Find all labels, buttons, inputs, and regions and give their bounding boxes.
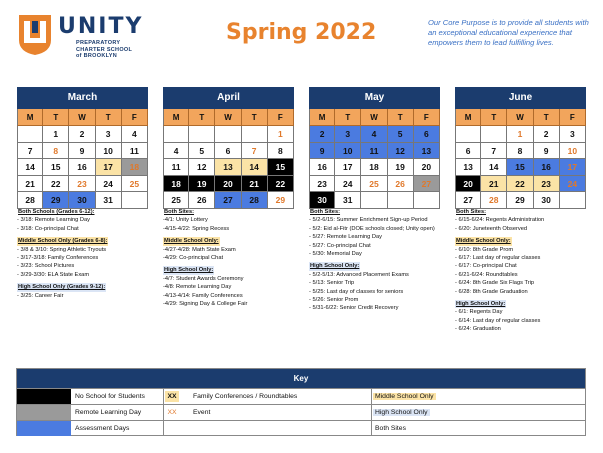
calendar-day: 22	[43, 176, 69, 193]
calendar-day: 19	[189, 176, 215, 193]
calendar-day: 4	[361, 126, 387, 143]
key-no-school: No School for Students	[75, 393, 145, 400]
notes-item: - 6/17: Co-principal Chat	[455, 263, 517, 270]
notes-item: - 3/8 & 3/10: Spring Athletic Tryouts	[17, 246, 107, 253]
notes-item: -4/29: Co-principal Chat	[163, 255, 224, 262]
week-row	[17, 176, 148, 193]
week-row	[163, 176, 294, 193]
notes-item: - 3/18: Remote Learning Day	[17, 217, 91, 224]
notes-item: - 6/20: Juneteenth Observed	[455, 225, 528, 232]
weekday-label: T	[388, 109, 414, 126]
calendar-day: 2	[69, 126, 95, 143]
weekday-label: T	[189, 109, 215, 126]
calendar-day: 6	[215, 143, 241, 160]
calendar-day: 5	[388, 126, 414, 143]
week-row	[455, 192, 586, 209]
notes-item: - 5/26: Senior Prom	[309, 297, 359, 304]
calendar-day: 7	[17, 143, 43, 160]
legend-key	[16, 368, 586, 436]
week-row	[17, 192, 148, 209]
calendar-day: 25	[163, 192, 189, 209]
notes-item: -4/15-4/22: Spring Recess	[163, 225, 230, 232]
month-notes	[17, 208, 157, 300]
weekday-label: F	[414, 109, 440, 126]
calendar-day	[414, 192, 440, 209]
weekday-header	[455, 109, 586, 126]
notes-item: - 5/13: Senior Trip	[309, 280, 355, 287]
week-row	[163, 192, 294, 209]
calendar-day: 15	[43, 159, 69, 176]
calendar-day: 27	[455, 192, 481, 209]
notes-item: -4/27-4/28: Math State Exam	[163, 246, 236, 253]
week-row	[455, 126, 586, 143]
notes-item: - 6/28: 8th Grade Graduation	[455, 288, 528, 295]
calendar-day: 20	[215, 176, 241, 193]
calendar-day: 13	[455, 159, 481, 176]
calendar-day: 1	[43, 126, 69, 143]
family-conf-swatch: XX	[165, 391, 179, 402]
month-title: June	[455, 87, 586, 109]
notes-item: -4/1: Unity Lottery	[163, 217, 208, 224]
calendar-day	[242, 126, 268, 143]
calendar-day: 6	[455, 143, 481, 160]
calendar-day: 29	[43, 192, 69, 209]
calendar-day: 3	[335, 126, 361, 143]
week-row	[309, 192, 440, 209]
notes-item: - 6/14: Last day of regular classes	[455, 317, 541, 324]
calendar-day: 28	[481, 192, 507, 209]
key-row-2	[17, 404, 585, 420]
calendar-day: 15	[268, 159, 294, 176]
key-row-1	[17, 388, 585, 404]
weekday-label: W	[507, 109, 533, 126]
notes-section-title: Both Sites:	[456, 209, 487, 215]
week-row	[17, 126, 148, 143]
calendar-day: 6	[414, 126, 440, 143]
month-title: April	[163, 87, 294, 109]
calendar-day: 21	[481, 176, 507, 193]
calendar-day: 3	[560, 126, 586, 143]
calendar-day: 12	[189, 159, 215, 176]
calendar-day: 8	[507, 143, 533, 160]
weekday-label: M	[309, 109, 335, 126]
notes-section-title: High School Only:	[310, 263, 360, 270]
no-school-swatch	[17, 389, 71, 404]
weekday-label: T	[96, 109, 122, 126]
calendar-day: 7	[242, 143, 268, 160]
notes-item: - 5/31-6/22: Senior Credit Recovery	[309, 305, 399, 312]
notes-item: - 3/29-3/30: ELA State Exam	[17, 271, 90, 278]
calendar-day	[361, 192, 387, 209]
month-title: March	[17, 87, 148, 109]
calendar-day	[455, 126, 481, 143]
logo-name: UNITY	[58, 14, 144, 39]
calendar-day: 30	[534, 192, 560, 209]
notes-section-title: Both Sites:	[310, 209, 341, 215]
calendar-day: 7	[481, 143, 507, 160]
calendar-day: 29	[507, 192, 533, 209]
calendar-day	[215, 126, 241, 143]
calendar-day: 1	[507, 126, 533, 143]
notes-item: - 3/25: Career Fair	[17, 292, 64, 299]
calendar-day: 3	[96, 126, 122, 143]
notes-item: - 5/30: Memorial Day	[309, 251, 362, 258]
school-logo	[18, 14, 143, 62]
calendar-day: 13	[215, 159, 241, 176]
key-assessment: Assessment Days	[75, 425, 130, 432]
calendar-day: 20	[455, 176, 481, 193]
calendar-day	[163, 126, 189, 143]
notes-section-title: Middle School Only:	[456, 238, 511, 245]
notes-item: - 5/2-5/13: Advanced Placement Exams	[309, 271, 409, 278]
calendar-day: 9	[534, 143, 560, 160]
weekday-label: M	[163, 109, 189, 126]
header	[0, 0, 603, 80]
month-march	[17, 87, 148, 209]
notes-item: - 5/2-6/15: Summer Enrichment Sign-up Period	[309, 217, 428, 224]
calendar-day: 9	[69, 143, 95, 160]
calendar-day	[122, 192, 148, 209]
key-both-sites: Both Sites	[375, 425, 406, 432]
weekday-label: T	[242, 109, 268, 126]
calendar-day: 12	[388, 143, 414, 160]
calendar-day: 21	[242, 176, 268, 193]
calendar-day: 25	[122, 176, 148, 193]
weekday-label: W	[69, 109, 95, 126]
notes-item: - 3/23: School Pictures	[17, 263, 75, 270]
calendar-day: 10	[560, 143, 586, 160]
calendar-day: 9	[309, 143, 335, 160]
logo-subtitle: PREPARATORY CHARTER SCHOOL of BROOKLYN	[76, 40, 133, 59]
calendar-day: 23	[69, 176, 95, 193]
calendar-day: 11	[122, 143, 148, 160]
calendar-day	[189, 126, 215, 143]
calendar-day: 24	[335, 176, 361, 193]
week-row	[163, 143, 294, 160]
calendar-day: 17	[96, 159, 122, 176]
notes-section-title: Middle School Only:	[164, 238, 219, 245]
calendar-day: 27	[215, 192, 241, 209]
unity-shield-icon	[18, 14, 52, 56]
weekday-label: F	[268, 109, 294, 126]
calendar-day: 25	[361, 176, 387, 193]
weekday-label: W	[361, 109, 387, 126]
notes-item: - 5/2: Eid al-Fitr (DOE schools closed; Unity open)	[309, 225, 435, 232]
calendar-day: 13	[414, 143, 440, 160]
calendar-day: 14	[481, 159, 507, 176]
calendar-day: 30	[309, 192, 335, 209]
calendar-day	[388, 192, 414, 209]
notes-item: -4/29: Signing Day & College Fair	[163, 301, 248, 308]
calendar-day: 28	[242, 192, 268, 209]
notes-item: - 6/21-6/24: Roundtables	[455, 271, 518, 278]
notes-section-title: Both Schools (Grades 6-12):	[18, 209, 95, 215]
calendar-day: 18	[361, 159, 387, 176]
notes-item: - 6/1: Regents Day	[455, 309, 503, 316]
month-title: May	[309, 87, 440, 109]
weekday-label: F	[560, 109, 586, 126]
calendar-day: 16	[69, 159, 95, 176]
month-notes	[455, 208, 595, 334]
calendar-day: 24	[560, 176, 586, 193]
week-row	[17, 143, 148, 160]
page-title: Spring 2022	[226, 20, 377, 45]
notes-item: - 6/24: Graduation	[455, 326, 501, 333]
calendar-day: 5	[189, 143, 215, 160]
calendar-day: 4	[163, 143, 189, 160]
calendar-day: 8	[43, 143, 69, 160]
key-title: Key	[17, 369, 585, 388]
weekday-label: T	[534, 109, 560, 126]
weekday-header	[17, 109, 148, 126]
calendar-day	[17, 126, 43, 143]
notes-section-title: Both Sites:	[164, 209, 195, 215]
calendar-day: 21	[17, 176, 43, 193]
calendar-day: 22	[268, 176, 294, 193]
weekday-label: T	[335, 109, 361, 126]
notes-item: -4/13-4/14: Family Conferences	[163, 292, 243, 299]
remote-swatch	[17, 405, 71, 420]
calendar-day: 10	[96, 143, 122, 160]
key-row-3	[17, 420, 585, 436]
calendar-day: 30	[69, 192, 95, 209]
calendar-day: 2	[309, 126, 335, 143]
calendar-day	[560, 192, 586, 209]
key-middle-only: Middle School Only	[375, 393, 434, 400]
notes-item: - 5/27: Co-principal Chat	[309, 242, 371, 249]
week-row	[455, 176, 586, 193]
key-family-conf: Family Conferences / Roundtables	[193, 393, 298, 400]
calendar-day: 2	[534, 126, 560, 143]
week-row	[309, 143, 440, 160]
notes-item: - 3/18: Co-principal Chat	[17, 225, 79, 232]
calendar-day: 23	[309, 176, 335, 193]
week-row	[17, 159, 148, 176]
calendar-day: 1	[268, 126, 294, 143]
month-may	[309, 87, 440, 209]
weekday-header	[309, 109, 440, 126]
calendar-day: 31	[96, 192, 122, 209]
week-row	[455, 159, 586, 176]
calendar-day: 19	[388, 159, 414, 176]
calendar-day: 18	[122, 159, 148, 176]
event-swatch: XX	[167, 409, 177, 416]
month-june	[455, 87, 586, 209]
week-row	[163, 159, 294, 176]
weekday-header	[163, 109, 294, 126]
weekday-label: T	[43, 109, 69, 126]
month-april	[163, 87, 294, 209]
calendar-day: 26	[189, 192, 215, 209]
notes-section-title: High School Only:	[456, 301, 506, 308]
month-notes	[163, 208, 303, 308]
key-high-only: High School Only	[375, 409, 428, 416]
calendar-day: 18	[163, 176, 189, 193]
notes-item: -4/7: Student Awards Ceremony	[163, 275, 244, 282]
notes-section-title: High School Only (Grades 9-12):	[18, 284, 106, 291]
calendar-day: 31	[335, 192, 361, 209]
calendar-day: 23	[534, 176, 560, 193]
calendar-day: 20	[414, 159, 440, 176]
notes-item: - 6/24: 8th Grade Six Flags Trip	[455, 280, 535, 287]
calendar-day: 26	[388, 176, 414, 193]
notes-item: - 5/25: Last day of classes for seniors	[309, 288, 404, 295]
month-notes	[309, 208, 449, 313]
calendar-day: 4	[122, 126, 148, 143]
notes-section-title: Middle School Only (Grades 6-8):	[18, 238, 108, 245]
week-row	[455, 143, 586, 160]
weekday-label: T	[481, 109, 507, 126]
calendar-day	[481, 126, 507, 143]
notes-item: - 6/17: Last day of regular classes	[455, 255, 541, 262]
notes-item: - 5/27: Remote Learning Day	[309, 234, 383, 241]
notes-section-title: High School Only:	[164, 267, 214, 274]
calendar-day: 14	[17, 159, 43, 176]
calendar-day: 27	[414, 176, 440, 193]
notes-item: -4/8: Remote Learning Day	[163, 284, 232, 291]
notes-item: - 3/17-3/18: Family Conferences	[17, 255, 99, 262]
assessment-swatch	[17, 421, 71, 436]
core-purpose: Our Core Purpose is to provide all students with an exceptional educational experience that empowers them to lead fulfilling lives.	[428, 18, 589, 47]
calendar-day: 17	[560, 159, 586, 176]
calendar-day: 22	[507, 176, 533, 193]
week-row	[309, 176, 440, 193]
week-row	[309, 126, 440, 143]
weekday-label: M	[17, 109, 43, 126]
key-event: Event	[193, 409, 211, 416]
calendar-day: 14	[242, 159, 268, 176]
weekday-label: M	[455, 109, 481, 126]
calendar-day: 24	[96, 176, 122, 193]
calendar-day: 10	[335, 143, 361, 160]
week-row	[309, 159, 440, 176]
calendar-day: 15	[507, 159, 533, 176]
week-row	[163, 126, 294, 143]
calendar-day: 28	[17, 192, 43, 209]
notes-item: - 6/10: 8th Grade Prom	[455, 246, 514, 253]
calendar-day: 16	[309, 159, 335, 176]
key-remote: Remote Learning Day	[75, 409, 142, 416]
calendar-day: 16	[534, 159, 560, 176]
notes-item: - 6/15-6/24: Regents Administration	[455, 217, 545, 224]
calendar-day: 11	[361, 143, 387, 160]
calendar-day: 11	[163, 159, 189, 176]
weekday-label: W	[215, 109, 241, 126]
calendar-day: 8	[268, 143, 294, 160]
calendar-day: 29	[268, 192, 294, 209]
weekday-label: F	[122, 109, 148, 126]
calendar-day: 17	[335, 159, 361, 176]
